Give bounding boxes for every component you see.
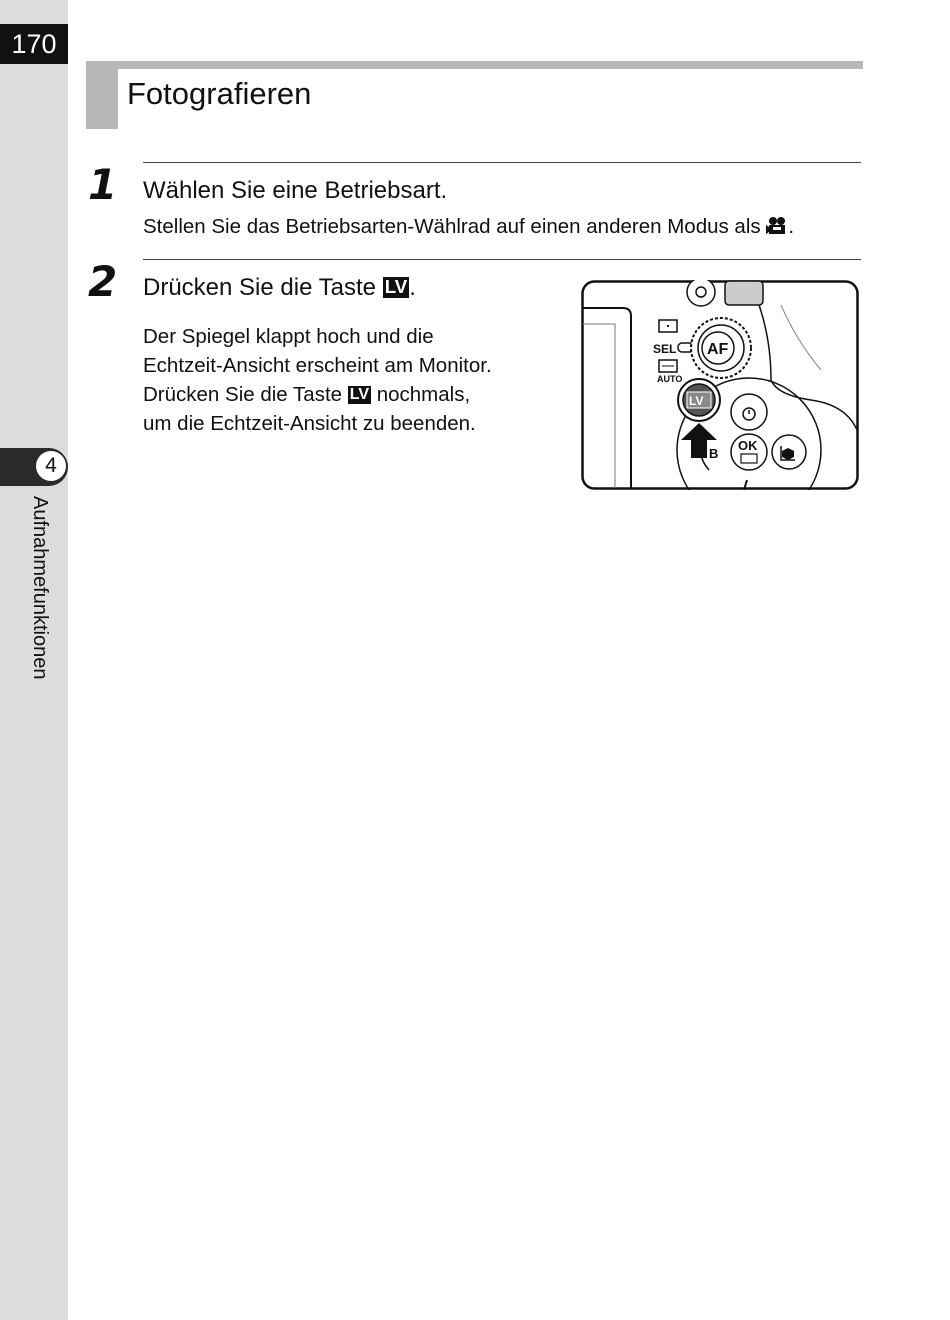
page-number: 170: [0, 24, 68, 64]
step-2-line-3-end: nochmals,: [376, 383, 471, 406]
step-2-line-3-start: Drücken Sie die Taste: [143, 383, 343, 406]
auto-label: AUTO: [657, 374, 683, 384]
movie-camera-icon: [766, 216, 788, 238]
step-2-number: 2: [88, 257, 118, 306]
section-title-bar: [86, 61, 863, 69]
step-1-text-end: .: [788, 215, 795, 238]
lv-label: LV: [689, 394, 704, 408]
sel-label: SEL: [653, 342, 677, 356]
step-2-text: [143, 322, 492, 438]
b-label: B: [709, 446, 719, 461]
lv-button-icon: LV: [349, 386, 369, 403]
step-2-title-end: .: [409, 274, 416, 301]
section-title-marker: [86, 61, 118, 129]
step-1-title: Wählen Sie eine Betriebsart.: [143, 177, 448, 204]
ok-label: OK: [738, 438, 758, 453]
step-1-divider: [143, 162, 861, 163]
step-1-number: 1: [88, 160, 118, 209]
step-2-line-3: [143, 380, 492, 409]
step-2-title: [143, 274, 416, 302]
step-2-title-text: Drücken Sie die Taste: [143, 274, 377, 301]
step-1-text: [143, 212, 794, 242]
chapter-name: Aufnahmefunktionen: [29, 496, 51, 680]
step-2-line-2: Echtzeit-Ansicht erscheint am Monitor.: [143, 354, 492, 377]
step-2-line-4: um die Echtzeit-Ansicht zu beenden.: [143, 412, 476, 435]
af-label: AF: [707, 341, 729, 358]
lv-button-icon: LV: [384, 276, 408, 297]
chapter-number: 4: [36, 451, 66, 481]
step-2-divider: [143, 259, 861, 260]
camera-back-illustration: [581, 280, 859, 490]
step-2-line-1: Der Spiegel klappt hoch und die: [143, 325, 434, 348]
step-1-text-main: Stellen Sie das Betriebsarten-Wählrad auf einen anderen Modus als: [143, 215, 761, 238]
section-title: Fotografieren: [127, 76, 312, 111]
